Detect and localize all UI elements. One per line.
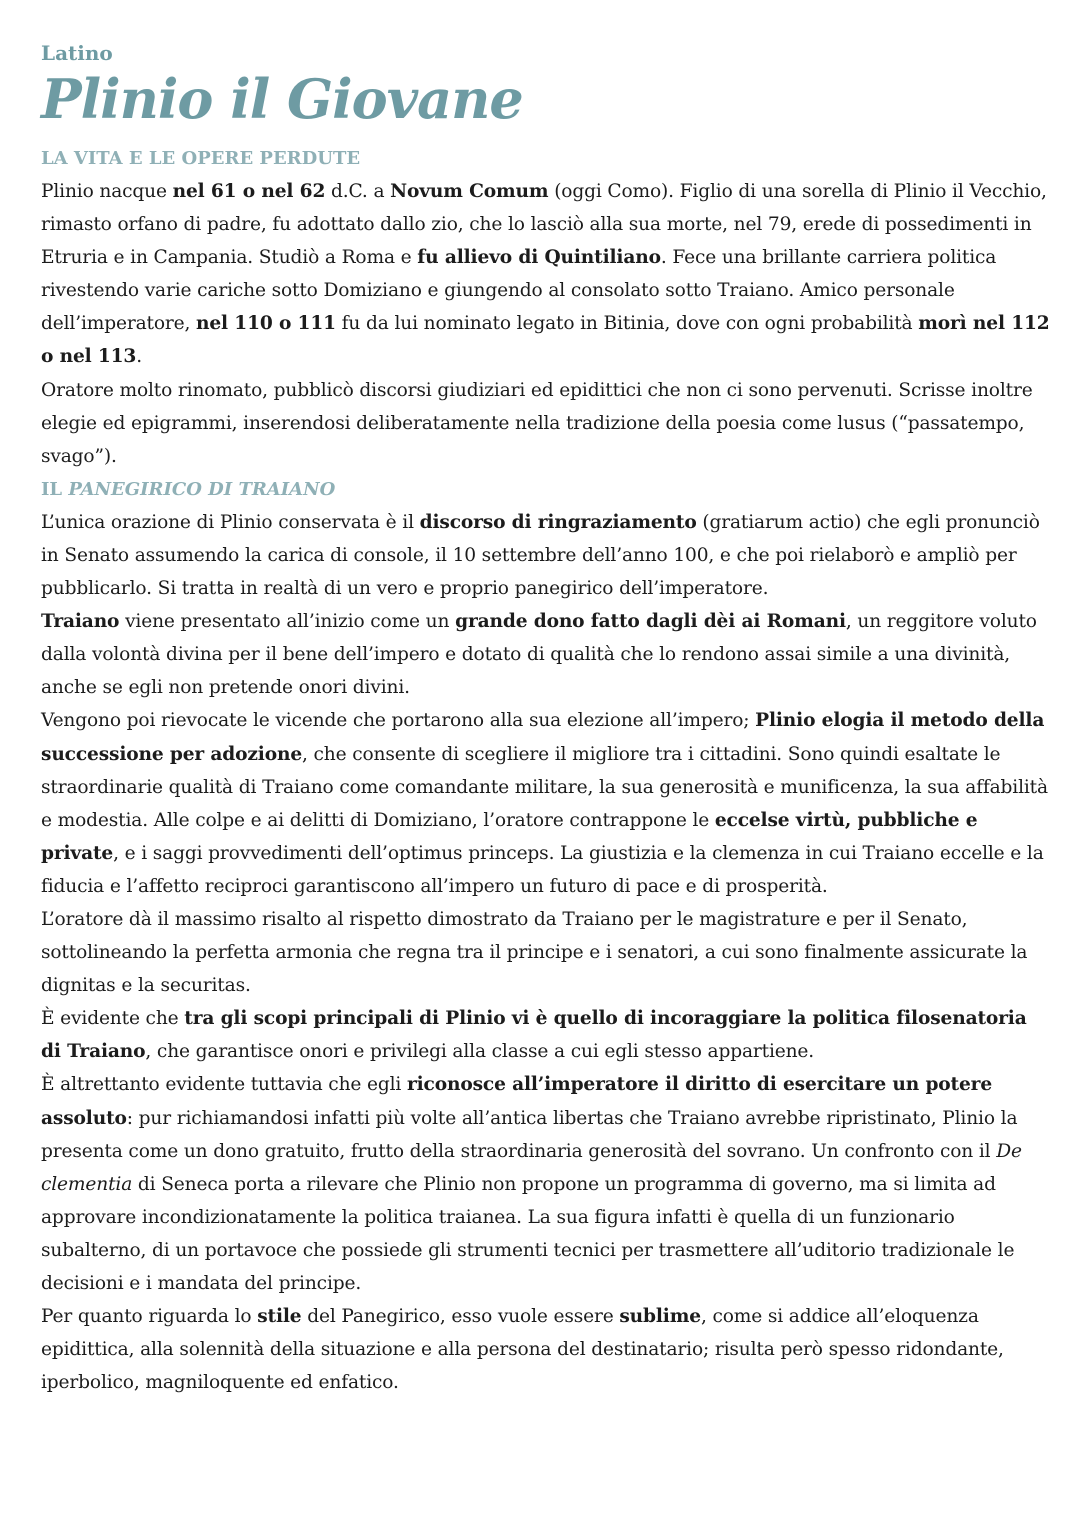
section-heading-panegyric	[41, 473, 1051, 506]
paragraph	[41, 1068, 1051, 1300]
text-run: d.C. a	[325, 181, 391, 202]
section-heading-life: LA VITA E LE OPERE PERDUTE	[41, 148, 361, 169]
bold-text: discorso di ringraziamento	[419, 511, 697, 533]
text-run: , che garantisce onori e privilegi alla classe a cui egli stesso appartiene.	[145, 1041, 815, 1063]
text-run: del Panegirico, esso vuole essere	[301, 1306, 620, 1328]
bold-text: tra gli scopi principali di Plinio vi è quello di incoraggiare la politica filosenatoria di Traiano	[41, 1008, 1027, 1063]
paragraph	[41, 506, 1051, 605]
document-page	[41, 38, 1051, 1399]
text-run: fu da lui nominato legato in Bitinia, dove con ogni probabilità	[335, 313, 919, 335]
text-run: , un reggitore voluto dalla volontà divina per il bene dell’impero e dotato di qualità che lo rendono assai simile a una divinità, anche se egli non pretende onori divini.	[41, 611, 1037, 699]
bold-text: eccelse virtù, pubbliche e private	[41, 809, 978, 864]
text-run: (oggi Como). Figlio di una sorella di Plinio il Vecchio, rimasto orfano di padre, fu adottato dallo zio, che lo lasciò alla sua morte, nel 79, erede di possedimenti in Etruria e in Campania. Studiò a Roma e	[41, 181, 1047, 269]
bold-text: Traiano	[41, 611, 120, 633]
bold-text: grande dono fatto dagli dèi ai Romani	[455, 611, 846, 633]
text-run: L’oratore dà il massimo risalto al rispetto dimostrato da Traiano per le magistrature e per il Senato, sottolineando la perfetta armonia che regna tra il principe e i senatori, a cui sono finalmente assicurate la dignitas e la securitas.	[41, 908, 1028, 997]
text-run: viene presentato all’inizio come un	[119, 611, 456, 633]
text-run: Plinio nacque	[41, 181, 173, 202]
paragraph	[41, 374, 1051, 473]
text-run: di Seneca porta a rilevare che Plinio non propone un programma di governo, ma si limita ad approvare incondizionatamente la politica traianea. La sua figura infatti è quella di un funzionario subalterno, di un portavoce che possiede gli strumenti tecnici per trasmettere all’uditorio tradizionale le decisioni e i mandata del principe.	[41, 1173, 1015, 1294]
bold-text: nel 61 o nel 62	[172, 181, 326, 202]
text-run: , che consente di scegliere il migliore tra i cittadini. Sono quindi esaltate le straordinarie qualità di Traiano come comandante militare, la sua generosità e munificenza, la sua affabilità e modestia. Alle colpe e ai delitti di Domiziano, l’oratore contrappone le	[41, 743, 1048, 831]
bold-text: Novum Comum	[390, 181, 549, 202]
italic-text: De clementia	[41, 1140, 1022, 1195]
text-run: : pur richiamandosi infatti più volte all’antica libertas che Traiano avrebbe ripristinato, Plinio la presenta come un dono gratuito, frutto della straordinaria generosità del sovrano. Un confronto con il	[41, 1107, 1018, 1162]
text-run: Oratore molto rinomato, pubblicò discorsi giudiziari ed epidittici che non ci sono pervenuti. Scrisse inoltre elegie ed epigrammi, inserendosi deliberatamente nella tradizione della poesia come lusus (“passatempo, svago”).	[41, 379, 1033, 467]
bold-text: riconosce all’imperatore il diritto di esercitare un potere assoluto	[41, 1074, 992, 1129]
text-run: , e i saggi provvedimenti dell’optimus princeps. La giustizia e la clemenza in cui Traiano eccelle e la fiducia e l’affetto reciproci garantiscono all’impero un futuro di pace e di prosperità.	[41, 842, 1044, 897]
page-title: Plinio il Giovane	[41, 67, 523, 131]
paragraph	[41, 704, 1051, 903]
text-run: , come si addice all’eloquenza epidittica, alla solennità della situazione e alla persona del destinatario; risulta però spesso ridondante, iperbolico, magniloquente ed enfatico.	[41, 1306, 1004, 1394]
paragraph	[41, 903, 1051, 1002]
bold-text: fu allievo di Quintiliano	[417, 247, 661, 269]
text-run: È evidente che	[41, 1008, 185, 1030]
text-run: (gratiarum actio) che egli pronunciò in Senato assumendo la carica di console, il 10 settembre dell’anno 100, e che poi rielaborò e ampliò per pubblicarlo. Si tratta in realtà di un vero e proprio panegirico dell’imperatore.	[41, 511, 1040, 600]
text-run: Vengono poi rievocate le vicende che portarono alla sua elezione all’impero;	[41, 710, 756, 732]
subject-label: Latino	[41, 41, 113, 65]
paragraph	[41, 175, 1051, 374]
bold-text: morì nel 112 o nel 113	[41, 313, 1050, 368]
bold-text: sublime	[619, 1306, 701, 1328]
bold-text: nel 110 o 111	[196, 313, 336, 335]
section-heading-prefix: IL	[41, 478, 69, 500]
bold-text: Plinio elogia il metodo della successione per adozione	[41, 710, 1045, 765]
text-run: È altrettanto evidente tuttavia che egli	[41, 1074, 407, 1096]
section-heading-italic: PANEGIRICO DI TRAIANO	[68, 478, 336, 500]
text-run: . Fece una brillante carriera politica rivestendo varie cariche sotto Domiziano e giungendo al consolato sotto Traiano. Amico personale dell’imperatore,	[41, 247, 997, 335]
text-run: Per quanto riguarda lo	[41, 1306, 258, 1328]
text-run: .	[136, 346, 142, 368]
paragraph	[41, 605, 1051, 704]
bold-text: stile	[257, 1306, 302, 1328]
paragraph	[41, 1002, 1051, 1068]
text-run: L’unica orazione di Plinio conservata è il	[41, 511, 420, 533]
paragraph	[41, 1300, 1051, 1399]
